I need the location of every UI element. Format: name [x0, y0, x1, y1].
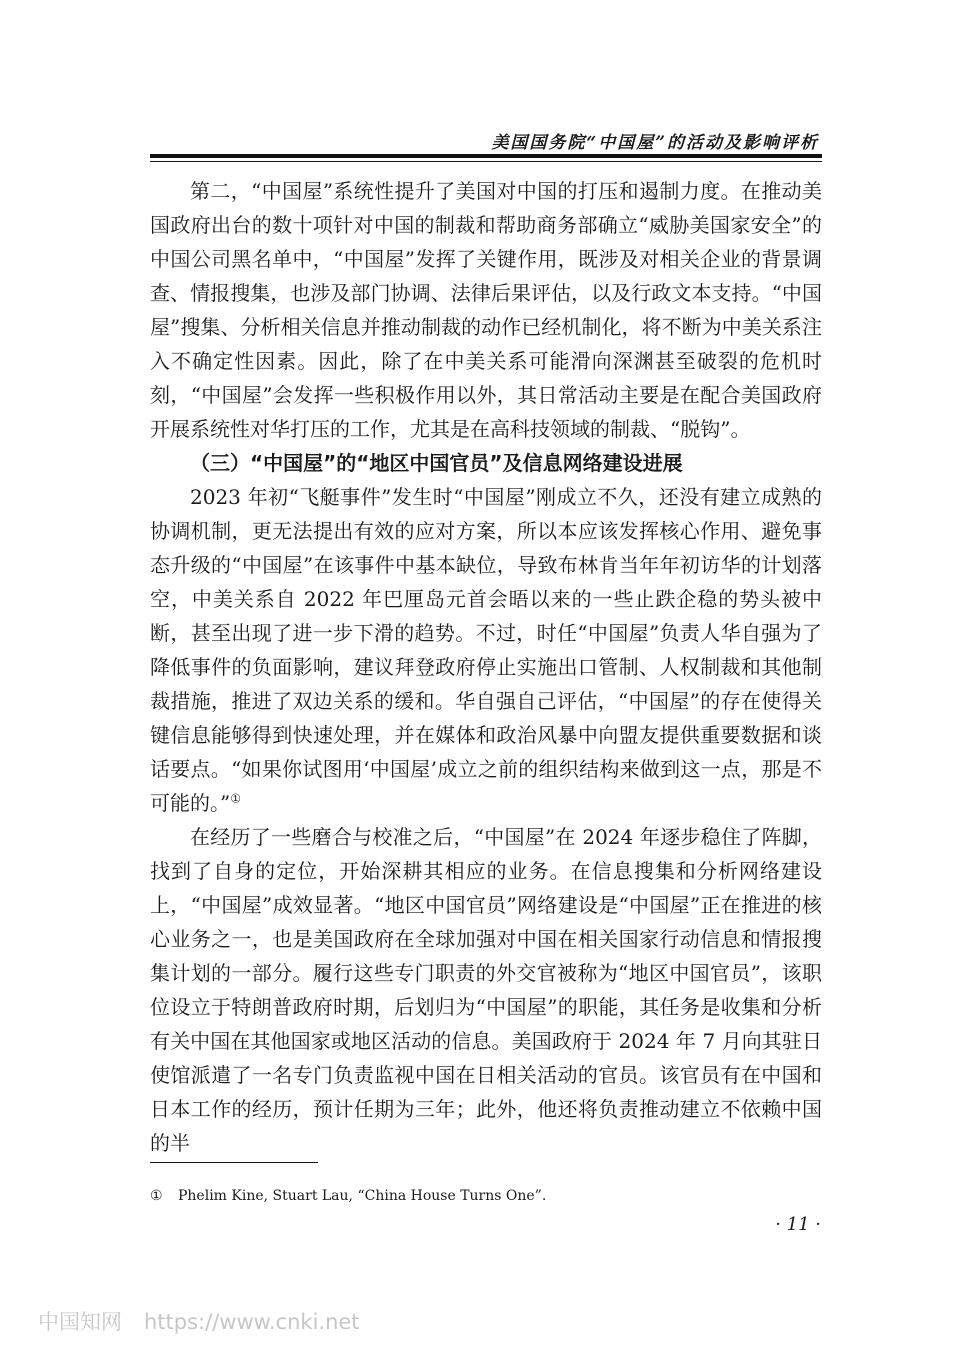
paragraph-2-text: 2023 年初“飞艇事件”发生时“中国屋”刚成立不久，还没有建立成熟的协调机制，更无法提出有效的应对方案，所以本应该发挥核心作用、避免事态升级的“中国屋”在该事件中基本缺位，导致布林肯当年年初访华的计划落空，中美关系自 2022 年巴厘岛元首会晤以来的一些止跌企稳的势头被中断，甚至出现了进一步下滑的趋势。不过，时任“中国屋”负责人华自强为了降低事件的负面影响，建议拜登政府停止实施出口管制、人权制裁和其他制裁措施，推进了双边关系的缓和。华自强自己评估，“中国屋”的存在使得关键信息能够得到快速处理，并在媒体和政治风暴中向盟友提供重要数据和谈话要点。“如果你试图用‘中国屋’成立之前的组织结构来做到这一点，那是不可能的。”: [150, 485, 822, 815]
footnote-reference[interactable]: ①: [230, 791, 241, 806]
running-title: 美国国务院“中国屋”的活动及影响评析: [491, 133, 819, 153]
footnote-mark: ①: [150, 1188, 163, 1204]
watermark-url[interactable]: https://www.cnki.net: [144, 1310, 360, 1334]
page-number: · 11 ·: [775, 1214, 821, 1235]
watermark-name: 中国知网: [38, 1310, 122, 1334]
watermark: [38, 1306, 360, 1336]
main-text: [150, 174, 822, 1160]
header-rule-thin: [150, 161, 822, 162]
footnote-text: Phelim Kine, Stuart Lau, “China House Turns One”.: [178, 1188, 547, 1204]
footnote: [150, 1186, 822, 1206]
footnote-rule: [150, 1162, 318, 1163]
header-rule-thick: [150, 154, 822, 158]
paragraph-2: [150, 480, 822, 820]
paragraph-1: 第二，“中国屋”系统性提升了美国对中国的打压和遏制力度。在推动美国政府出台的数十项针对中国的制裁和帮助商务部确立“威胁美国家安全”的中国公司黑名单中，“中国屋”发挥了关键作用，既涉及对相关企业的背景调查、情报搜集，也涉及部门协调、法律后果评估，以及行政文本支持。“中国屋”搜集、分析相关信息并推动制裁的动作已经机制化，将不断为中美关系注入不确定性因素。因此，除了在中美关系可能滑向深渊甚至破裂的危机时刻，“中国屋”会发挥一些积极作用以外，其日常活动主要是在配合美国政府开展系统性对华打压的工作，尤其是在高科技领域的制裁、“脱钩”。: [150, 179, 822, 441]
paragraph-3: 在经历了一些磨合与校准之后，“中国屋”在 2024 年逐步稳住了阵脚，找到了自身的定位，开始深耕其相应的业务。在信息搜集和分析网络建设上，“中国屋”成效显著。“地区中国官员”网络建设是“中国屋”正在推进的核心业务之一，也是美国政府在全球加强对中国在相关国家行动信息和情报搜集计划的一部分。履行这些专门职责的外交官被称为“地区中国官员”，该职位设立于特朗普政府时期，后划归为“中国屋”的职能，其任务是收集和分析有关中国在其他国家或地区活动的信息。美国政府于 2024 年 7 月向其驻日使馆派遣了一名专门负责监视中国在日相关活动的官员。该官员有在中国和日本工作的经历，预计任期为三年；此外，他还将负责推动建立不依赖中国的半: [150, 825, 822, 1155]
section-heading: （三）“中国屋”的“地区中国官员”及信息网络建设进展: [190, 451, 683, 475]
